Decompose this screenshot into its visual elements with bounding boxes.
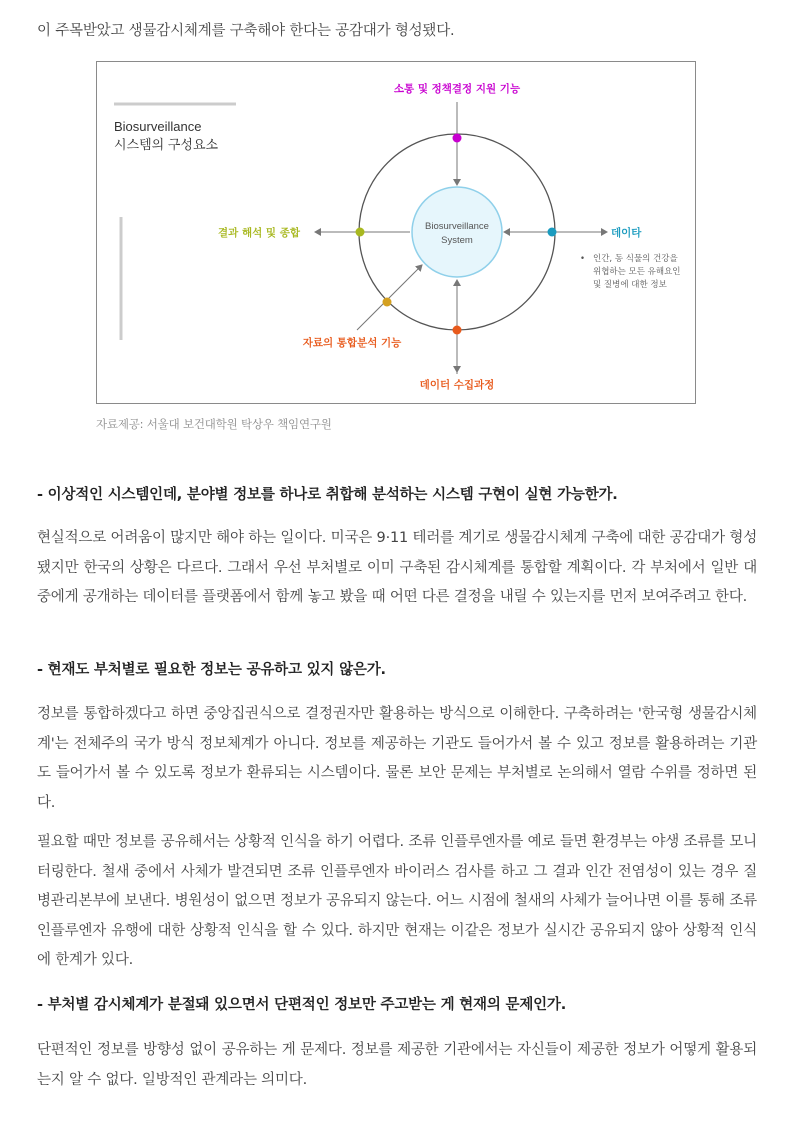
label-bottom: 데이터 수집과정 bbox=[419, 379, 495, 391]
answer-4: 단편적인 정보를 방향성 없이 공유하는 게 문제다. 정보를 제공한 기관에서는 자신들이 제공한 정보가 어떻게 활용되는지 알 수 없다. 일방적인 관계라는 의미다. bbox=[37, 1042, 757, 1088]
arrow-bottom-left-in bbox=[357, 265, 422, 330]
dot-bottom bbox=[453, 326, 462, 335]
center-label-line2: System bbox=[441, 235, 473, 246]
biosurveillance-diagram bbox=[96, 61, 696, 404]
figure-caption: 자료제공: 서울대 보건대학원 탁상우 책임연구원 bbox=[96, 417, 332, 431]
center-label-line1: Biosurveillance bbox=[425, 221, 489, 232]
note-line1: 인간, 동 식물의 건강을 bbox=[593, 254, 678, 264]
dot-top bbox=[453, 134, 462, 143]
question-3: - 부처별 감시체계가 분절돼 있으면서 단편적인 정보만 주고받는 게 현재의 문제인가. bbox=[37, 997, 567, 1013]
label-bottom-left: 자료의 통합분석 기능 bbox=[302, 337, 402, 349]
center-circle bbox=[412, 187, 502, 277]
intro-paragraph: 이 주목받았고 생물감시체계를 구축해야 한다는 공감대가 형성됐다. bbox=[37, 23, 455, 39]
dot-right bbox=[548, 228, 557, 237]
label-top: 소통 및 정책결정 지원 기능 bbox=[393, 83, 521, 95]
diagram-title-line2: 시스템의 구성요소 bbox=[114, 137, 219, 152]
note-line3: 및 질병에 대한 정보 bbox=[593, 280, 667, 290]
answer-2: 정보를 통합하겠다고 하면 중앙집권식으로 결정권자만 활용하는 방식으로 이해한다. 구축하려는 '한국형 생물감시체계'는 전체주의 국가 방식 정보체계가 아니다. 정보를 제공하는 기관도 들어가서 볼 수 있고 정보를 활용하려는 기관도 들어가서 볼 수 있도록 정보가 환류되는 시스템이다. 물론 보안 문제는 부처별로 논의해서 열람 수위를 정하면 된다. bbox=[37, 706, 757, 811]
dot-left bbox=[356, 228, 365, 237]
diagram-svg bbox=[97, 62, 697, 405]
note-bullet: • bbox=[580, 254, 586, 264]
answer-1: 현실적으로 어려움이 많지만 해야 하는 일이다. 미국은 9·11 테러를 계기로 생물감시체계 구축에 대한 공감대가 형성됐지만 한국의 상황은 다르다. 그래서 우선 부처별로 이미 구축된 감시체계를 통합할 계획이다. 각 부처에서 일반 대중에게 공개하는 데이터를 플랫폼에서 함께 놓고 봤을 때 어떤 다른 결정을 내릴 수 있는지를 먼저 보여주려고 한다. bbox=[37, 530, 757, 605]
question-1: - 이상적인 시스템인데, 분야별 정보를 하나로 취합해 분석하는 시스템 구현이 실현 가능한가. bbox=[37, 487, 618, 503]
dot-bottom-left bbox=[383, 298, 392, 307]
label-left: 결과 해석 및 종합 bbox=[218, 227, 300, 239]
diagram-title-line1: Biosurveillance bbox=[114, 119, 202, 134]
answer-3: 필요할 때만 정보를 공유해서는 상황적 인식을 하기 어렵다. 조류 인플루엔자를 예로 들면 환경부는 야생 조류를 모니터링한다. 철새 중에서 사체가 발견되면 조류 인플루엔자 바이러스 검사를 하고 그 결과 인간 전염성이 있는 경우 질병관리본부에 보낸다. 병원성이 없으면 정보가 공유되지 않는다. 어느 시점에 철새의 사체가 늘어나면 이를 통해 조류 인플루엔자 유행에 대한 상황적 인식을 할 수 있다. 하지만 현재는 이같은 정보가 실시간 공유되지 않아 상황적 인식에 한계가 있다. bbox=[37, 834, 757, 968]
label-right: 데이타 bbox=[611, 227, 642, 239]
question-2: - 현재도 부처별로 필요한 정보는 공유하고 있지 않은가. bbox=[37, 662, 386, 678]
note-line2: 위협하는 모든 유해요인 bbox=[593, 267, 681, 277]
